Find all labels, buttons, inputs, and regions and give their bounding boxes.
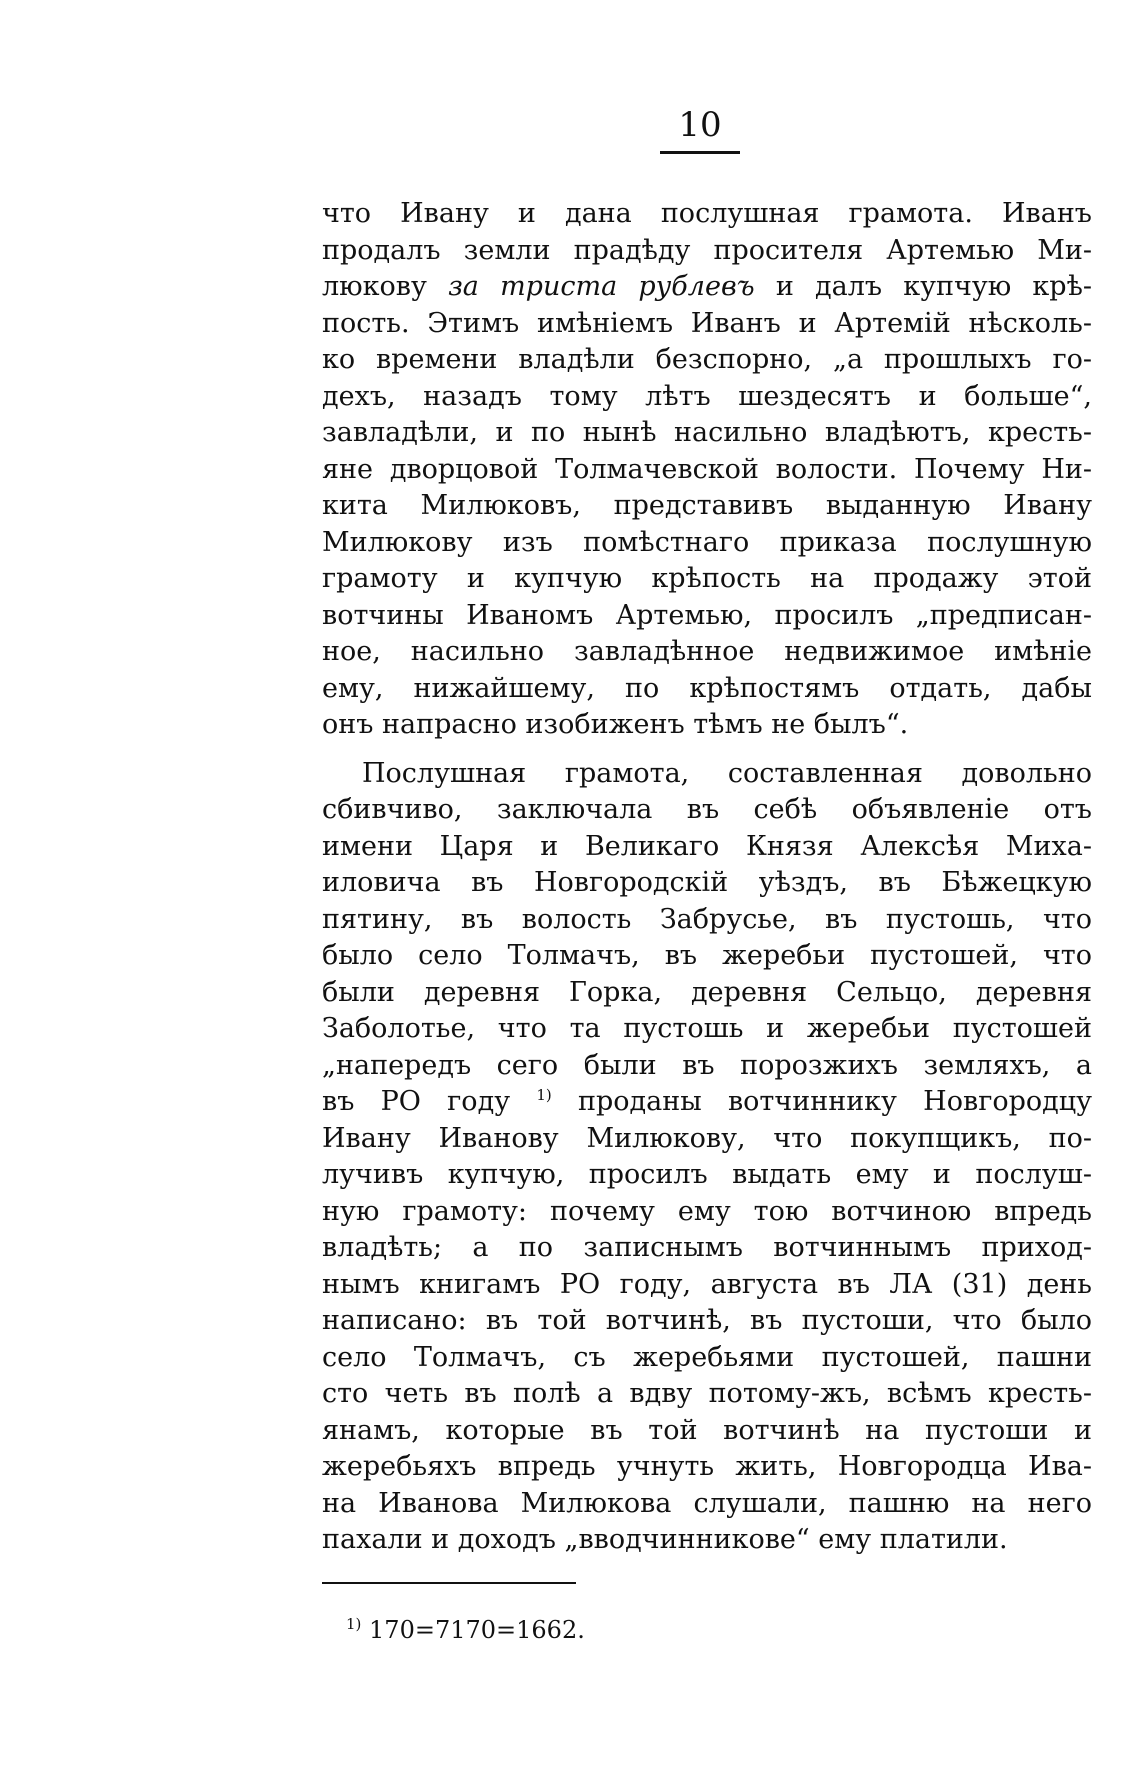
text-line: янамъ, которые въ той вотчинѣ на пустоши и bbox=[322, 1414, 1092, 1446]
text-line: Милюкову изъ помѣстнаго приказа послушную bbox=[322, 526, 1092, 558]
text-line: ему, нижайшему, по крѣпостямъ отдать, дабы bbox=[322, 672, 1092, 704]
text-line: онъ напрасно изобиженъ тѣмъ не былъ“. bbox=[322, 709, 909, 740]
text-line: ко времени владѣли безспорно, „а прошлыхъ го- bbox=[322, 344, 1092, 375]
text-segment: проданы вотчиннику Новгородцу bbox=[551, 1086, 1093, 1117]
text-line: было село Толмачъ, въ жеребьи пустошей, что bbox=[322, 940, 1092, 971]
text-line: грамоту и купчую крѣпость на продажу этой bbox=[322, 563, 1092, 594]
footnote-divider bbox=[322, 1582, 576, 1584]
text-segment: въ РО году bbox=[322, 1086, 537, 1117]
footnote-reference: 1) bbox=[536, 1086, 552, 1104]
text-line: завладѣли, и по нынѣ насильно владѣютъ, кресть- bbox=[322, 417, 1092, 448]
page-number: 10 bbox=[660, 105, 740, 154]
text-line: ную грамоту: почему ему тою вотчиною впредь bbox=[322, 1195, 1092, 1227]
text-line: написано: въ той вотчинѣ, въ пустоши, что было bbox=[322, 1305, 1092, 1336]
text-line: дехъ, назадъ тому лѣтъ шездесятъ и больше“, bbox=[322, 380, 1092, 412]
footnote-marker: 1) bbox=[346, 1615, 362, 1633]
text-line: иловича въ Новгородскій уѣздъ, въ Бѣжецкую bbox=[322, 867, 1092, 898]
text-line: жеребьяхъ впредь учнуть жить, Новгородца Ива- bbox=[322, 1451, 1092, 1482]
paragraph-1 bbox=[322, 196, 1092, 744]
text-line: нымъ книгамъ РО году, августа въ ЛА (31) день bbox=[322, 1268, 1092, 1300]
paragraph-2 bbox=[322, 756, 1092, 1559]
text-line: кита Милюковъ, представивъ выданную Ивану bbox=[322, 490, 1092, 521]
italic-phrase: за триста рублевъ bbox=[448, 271, 755, 302]
text-line: пахали и доходъ „вводчинникове“ ему платили. bbox=[322, 1524, 1008, 1555]
text-line: на Иванова Милюкова слушали, пашню на него bbox=[322, 1487, 1092, 1519]
text-segment: люкову bbox=[322, 271, 449, 302]
text-line: яне дворцовой Толмачевской волости. Почему Ни- bbox=[322, 453, 1092, 485]
text-line: село Толмачъ, съ жеребьями пустошей, пашни bbox=[322, 1341, 1092, 1373]
text-line: владѣть; а по записнымъ вотчиннымъ приход- bbox=[322, 1232, 1092, 1263]
text-line: имени Царя и Великаго Князя Алексѣя Миха- bbox=[322, 830, 1092, 862]
text-line: сбивчиво, заключала въ себѣ объявленіе отъ bbox=[322, 794, 1092, 825]
text-line: что Ивану и дана послушная грамота. Иванъ bbox=[322, 198, 1092, 229]
text-line: ное, насильно завладѣнное недвижимое имѣніе bbox=[322, 636, 1092, 667]
text-line: Заболотье, что та пустошь и жеребьи пустошей bbox=[322, 1013, 1092, 1044]
text-line bbox=[322, 269, 1092, 306]
text-line: лучивъ купчую, просилъ выдать ему и послуш- bbox=[322, 1159, 1092, 1190]
text-line: пость. Этимъ имѣніемъ Иванъ и Артемій нѣсколь- bbox=[322, 307, 1092, 339]
text-line: Послушная грамота, составленная довольно bbox=[362, 757, 1092, 789]
text-line bbox=[322, 1084, 1092, 1121]
body-text bbox=[322, 196, 1092, 1559]
text-segment: и далъ купчую крѣ- bbox=[754, 271, 1092, 302]
text-line: были деревня Горка, деревня Сельцо, деревня bbox=[322, 976, 1092, 1008]
text-line: пятину, въ волость Забрусье, въ пустошь, что bbox=[322, 903, 1092, 935]
text-line: сто четь въ полѣ а вдву потому-жъ, всѣмъ кресть- bbox=[322, 1378, 1092, 1409]
text-line: Ивану Иванову Милюкову, что покупщикъ, по- bbox=[322, 1122, 1092, 1154]
text-line: вотчины Иваномъ Артемью, просилъ „предписан- bbox=[322, 599, 1092, 631]
footnote bbox=[346, 1616, 585, 1644]
footnote-text: 170=7170=1662. bbox=[361, 1616, 585, 1644]
text-line: „напередъ сего были въ порозжихъ земляхъ, а bbox=[322, 1049, 1092, 1081]
text-line: продалъ земли прадѣду просителя Артемью Ми- bbox=[322, 234, 1092, 266]
